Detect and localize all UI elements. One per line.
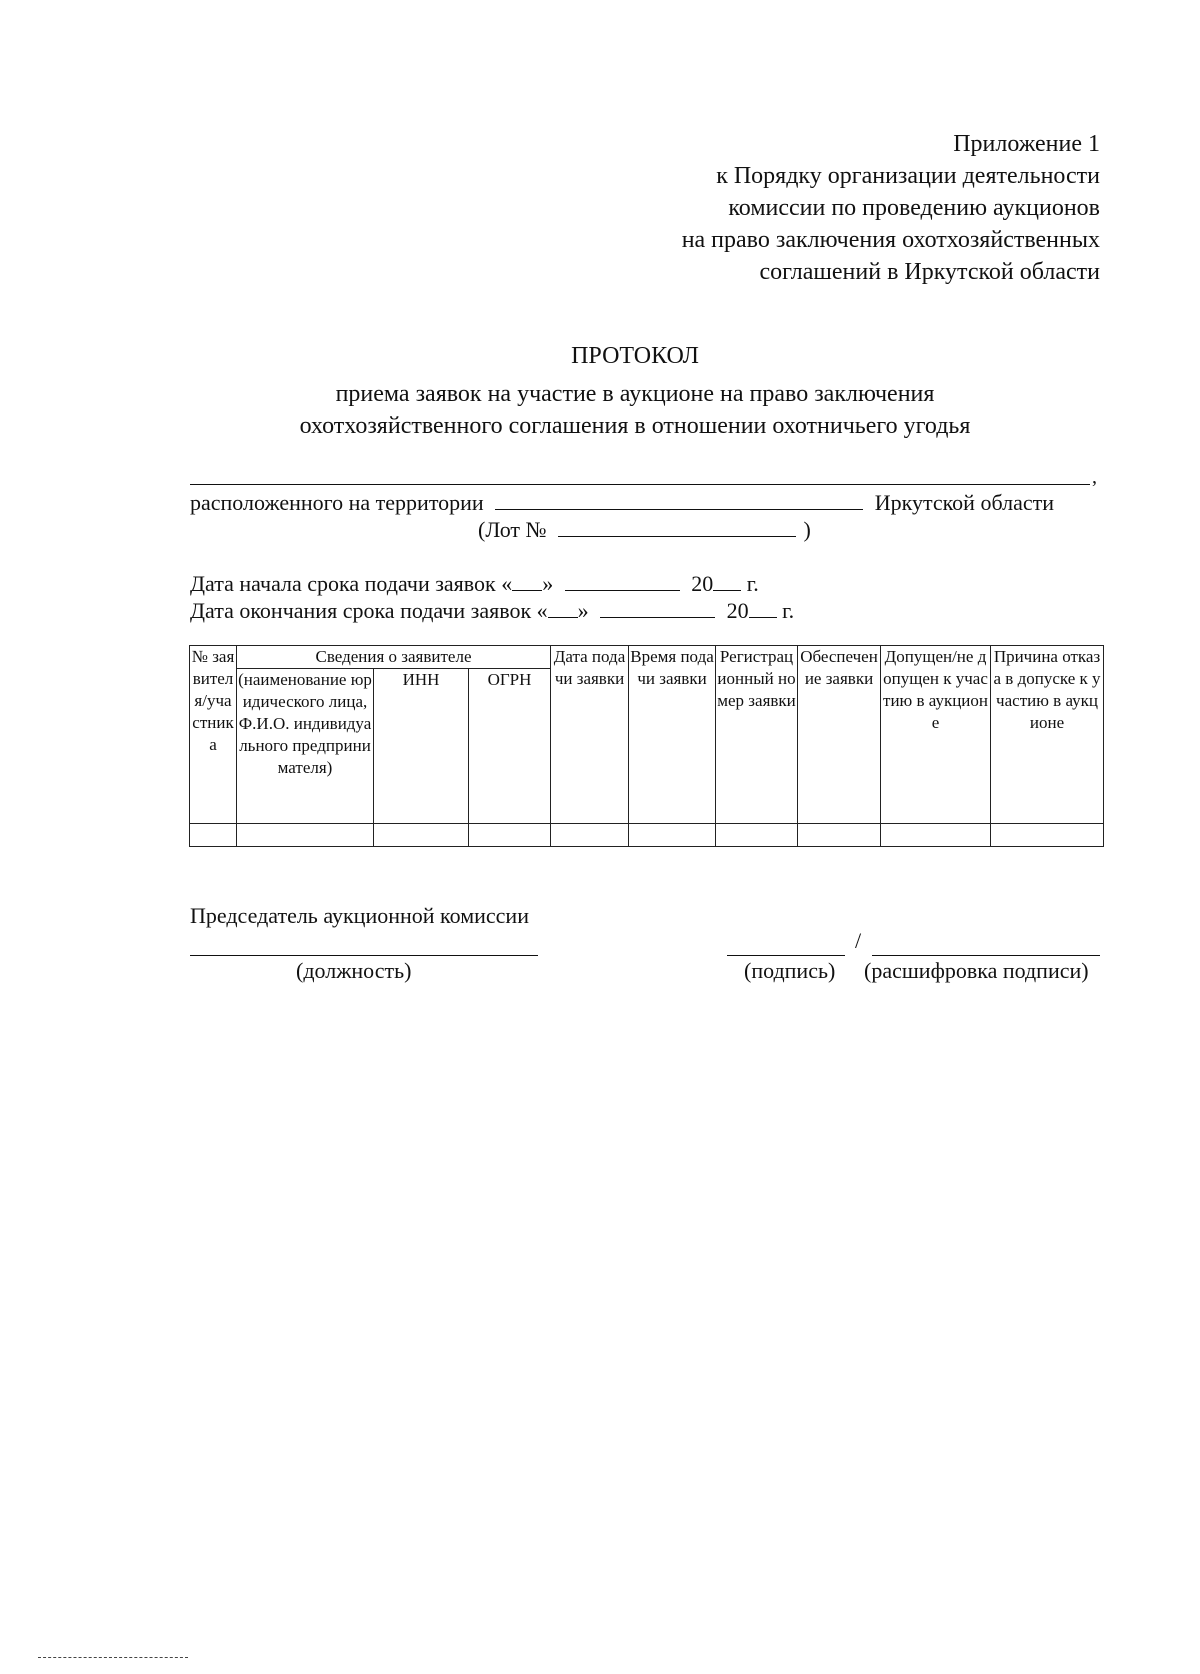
appendix-line: соглашений в Иркутской области: [759, 259, 1100, 285]
century: 20: [726, 598, 749, 623]
lot-row: [478, 516, 811, 543]
table-cell[interactable]: [374, 824, 469, 847]
header-security: Обеспечение заявки: [798, 646, 881, 824]
header-admitted: Допущен/не допущен к участию в аукционе: [881, 646, 991, 824]
header-name: (наименование юридического лица, Ф.И.О. индивидуального предпринимателя): [237, 669, 374, 824]
header-inn: ИНН: [374, 669, 469, 824]
signature-slash: /: [855, 928, 862, 953]
subtitle-line-1: приема заявок на участие в аукционе на право заключения: [335, 381, 935, 407]
applications-table: [189, 645, 1104, 847]
table-cell[interactable]: [190, 824, 237, 847]
table-cell[interactable]: [237, 824, 374, 847]
table-cell[interactable]: [798, 824, 881, 847]
table-cell[interactable]: [551, 824, 629, 847]
header-reason: Причина отказа в допуске к участию в аукционе: [991, 646, 1104, 824]
year-suffix: г.: [782, 598, 795, 623]
lot-label: (Лот №: [478, 517, 547, 542]
chair-label: Председатель аукционной комиссии: [190, 903, 529, 928]
table-header-row: [190, 646, 1104, 669]
subtitle-line-2: охотхозяйственного соглашения в отношении охотничьего угодья: [299, 413, 971, 439]
appendix-line: к Порядку организации деятельности: [716, 163, 1100, 189]
decode-line: [872, 955, 1100, 956]
header-time: Время подачи заявки: [629, 646, 716, 824]
end-month-line: [600, 597, 715, 618]
quote-close: »: [542, 571, 554, 596]
hunting-ground-name-line: [190, 484, 1090, 485]
end-day-line: [548, 597, 578, 618]
appendix-line: на право заключения охотхозяйственных: [681, 227, 1100, 253]
lot-number-line: [558, 516, 796, 537]
quote-close: »: [577, 598, 589, 623]
year-suffix: г.: [746, 571, 759, 596]
appendix-line: Приложение 1: [953, 131, 1100, 157]
header-applicant-info: Сведения о заявителе: [237, 646, 551, 669]
table-cell[interactable]: [991, 824, 1104, 847]
signature-caption: (подпись): [744, 958, 836, 983]
start-day-line: [512, 570, 542, 591]
signature-line: [727, 955, 845, 956]
line-comma: ,: [1092, 466, 1097, 488]
header-ogrn: ОГРН: [469, 669, 551, 824]
header-reg-num: Регистрационный номер заявки: [716, 646, 798, 824]
document-subtitle: [180, 378, 1090, 442]
end-date-row: [190, 597, 794, 624]
table-cell[interactable]: [881, 824, 991, 847]
end-year-line: [749, 597, 777, 618]
district-line: [495, 489, 863, 510]
end-date-label: Дата окончания срока подачи заявок «: [190, 598, 548, 623]
table-row: [190, 824, 1104, 847]
start-month-line: [565, 570, 680, 591]
document-title: ПРОТОКОЛ: [571, 343, 699, 369]
table-cell[interactable]: [716, 824, 798, 847]
lot-close: ): [803, 517, 811, 542]
start-date-label: Дата начала срока подачи заявок «: [190, 571, 513, 596]
position-caption: (должность): [296, 958, 412, 983]
decode-caption: (расшифровка подписи): [864, 958, 1089, 983]
start-year-line: [713, 570, 741, 591]
start-date-row: [190, 570, 759, 597]
appendix-block: [560, 128, 1100, 288]
table-cell[interactable]: [469, 824, 551, 847]
location-prefix: расположенного на территории: [190, 490, 484, 515]
appendix-line: комиссии по проведению аукционов: [728, 195, 1100, 221]
location-row: [190, 489, 1054, 516]
header-num: № заявителя/участника: [190, 646, 237, 824]
position-line: [190, 955, 538, 956]
century: 20: [691, 571, 714, 596]
footer-rule: [38, 1657, 188, 1658]
table-cell[interactable]: [629, 824, 716, 847]
location-suffix: Иркутской области: [874, 490, 1055, 515]
header-date: Дата подачи заявки: [551, 646, 629, 824]
